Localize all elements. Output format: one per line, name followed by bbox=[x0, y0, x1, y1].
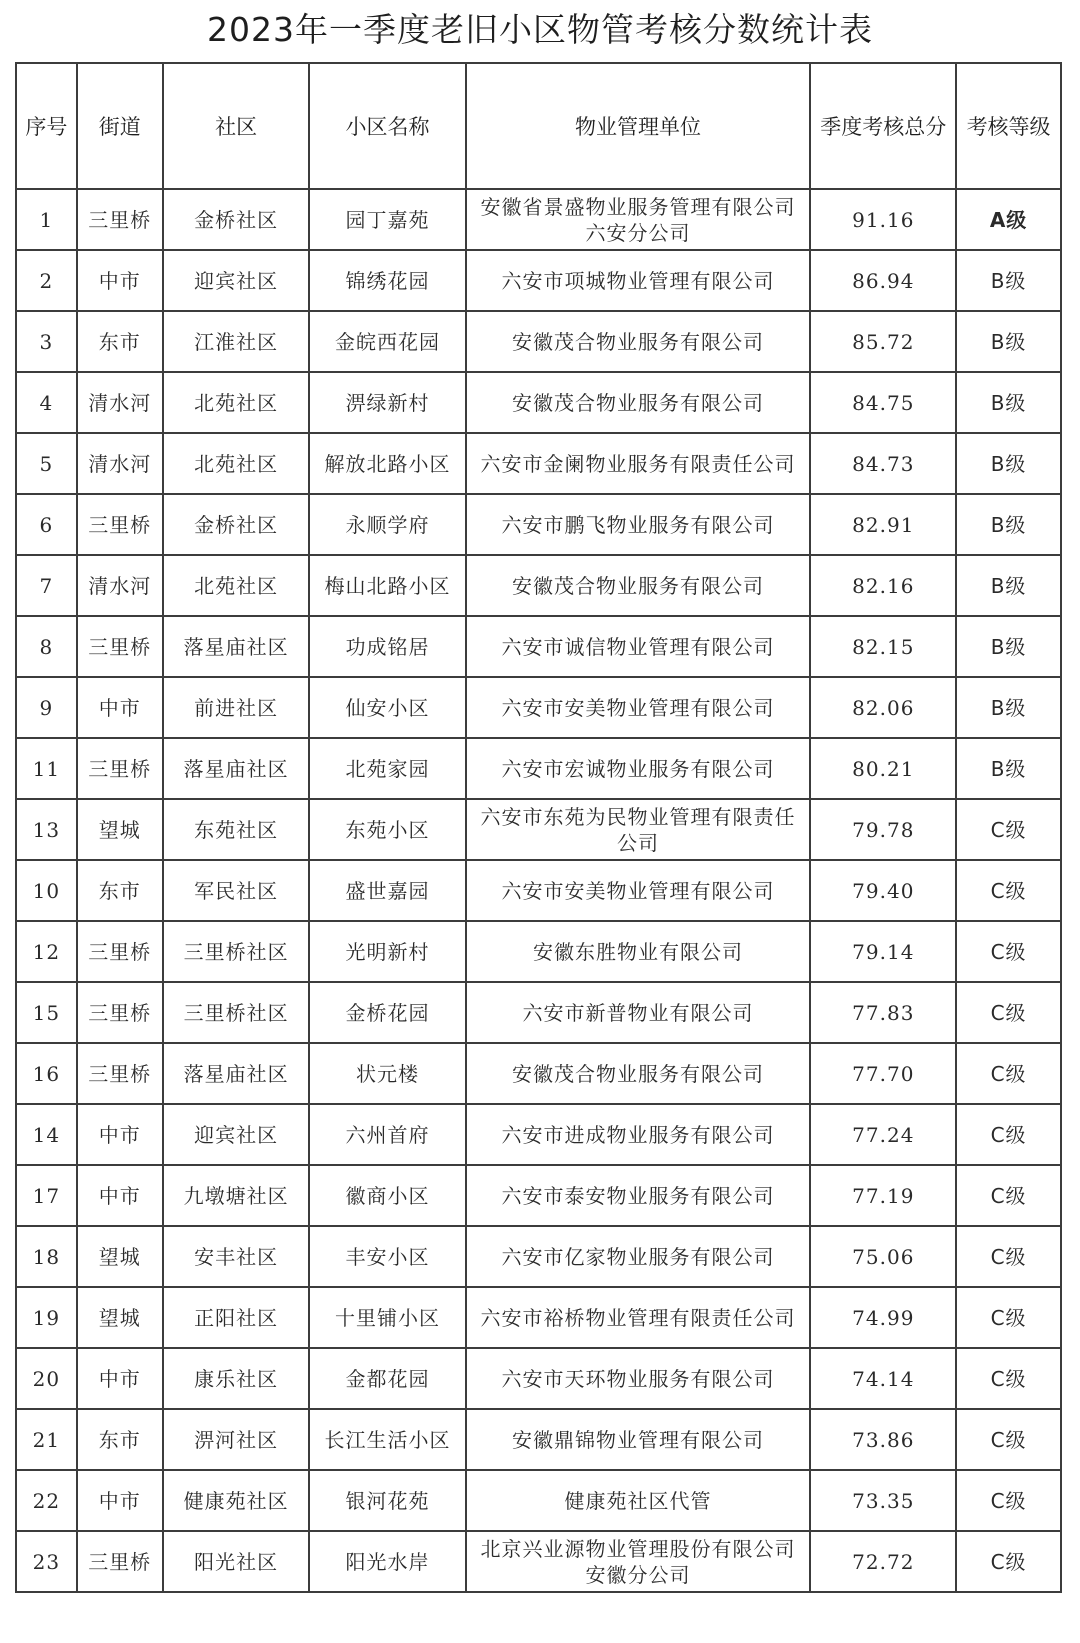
cell-grade: B级 bbox=[956, 738, 1061, 799]
cell-score: 84.73 bbox=[810, 433, 956, 494]
cell-estate: 阳光水岸 bbox=[309, 1531, 465, 1592]
cell-seq: 10 bbox=[16, 860, 77, 921]
cell-company: 六安市新普物业有限公司 bbox=[466, 982, 811, 1043]
cell-estate: 徽商小区 bbox=[309, 1165, 465, 1226]
cell-estate: 盛世嘉园 bbox=[309, 860, 465, 921]
cell-seq: 5 bbox=[16, 433, 77, 494]
cell-company: 六安市诚信物业管理有限公司 bbox=[466, 616, 811, 677]
cell-score: 79.40 bbox=[810, 860, 956, 921]
cell-estate: 东苑小区 bbox=[309, 799, 465, 860]
cell-estate: 功成铭居 bbox=[309, 616, 465, 677]
cell-company: 六安市项城物业管理有限公司 bbox=[466, 250, 811, 311]
table-row bbox=[16, 1470, 1061, 1531]
cell-seq: 3 bbox=[16, 311, 77, 372]
table-row bbox=[16, 1043, 1061, 1104]
cell-company: 六安市鹏飞物业服务有限公司 bbox=[466, 494, 811, 555]
cell-estate: 锦绣花园 bbox=[309, 250, 465, 311]
header-street: 街道 bbox=[77, 63, 163, 189]
cell-score: 74.14 bbox=[810, 1348, 956, 1409]
cell-estate: 金桥花园 bbox=[309, 982, 465, 1043]
cell-seq: 16 bbox=[16, 1043, 77, 1104]
cell-estate: 金皖西花园 bbox=[309, 311, 465, 372]
cell-seq: 1 bbox=[16, 189, 77, 250]
cell-street: 三里桥 bbox=[77, 616, 163, 677]
cell-street: 中市 bbox=[77, 250, 163, 311]
cell-grade: C级 bbox=[956, 1287, 1061, 1348]
cell-street: 东市 bbox=[77, 1409, 163, 1470]
cell-street: 三里桥 bbox=[77, 738, 163, 799]
cell-seq: 9 bbox=[16, 677, 77, 738]
cell-score: 91.16 bbox=[810, 189, 956, 250]
cell-estate: 梅山北路小区 bbox=[309, 555, 465, 616]
cell-score: 82.06 bbox=[810, 677, 956, 738]
table-row bbox=[16, 1409, 1061, 1470]
table-row bbox=[16, 1531, 1061, 1592]
cell-seq: 13 bbox=[16, 799, 77, 860]
cell-company: 安徽茂合物业服务有限公司 bbox=[466, 555, 811, 616]
cell-estate: 仙安小区 bbox=[309, 677, 465, 738]
cell-grade: C级 bbox=[956, 860, 1061, 921]
table-row bbox=[16, 982, 1061, 1043]
cell-score: 82.15 bbox=[810, 616, 956, 677]
table-row bbox=[16, 311, 1061, 372]
table-row bbox=[16, 677, 1061, 738]
cell-seq: 14 bbox=[16, 1104, 77, 1165]
cell-community: 江淮社区 bbox=[163, 311, 310, 372]
cell-estate: 丰安小区 bbox=[309, 1226, 465, 1287]
cell-community: 落星庙社区 bbox=[163, 738, 310, 799]
table-row bbox=[16, 494, 1061, 555]
cell-score: 79.78 bbox=[810, 799, 956, 860]
cell-score: 77.83 bbox=[810, 982, 956, 1043]
cell-estate: 六州首府 bbox=[309, 1104, 465, 1165]
cell-street: 望城 bbox=[77, 799, 163, 860]
cell-company: 六安市泰安物业服务有限公司 bbox=[466, 1165, 811, 1226]
cell-community: 迎宾社区 bbox=[163, 250, 310, 311]
cell-grade: C级 bbox=[956, 1226, 1061, 1287]
cell-estate: 银河花苑 bbox=[309, 1470, 465, 1531]
cell-score: 79.14 bbox=[810, 921, 956, 982]
table-row bbox=[16, 738, 1061, 799]
cell-community: 安丰社区 bbox=[163, 1226, 310, 1287]
cell-street: 三里桥 bbox=[77, 189, 163, 250]
cell-company: 六安市亿家物业服务有限公司 bbox=[466, 1226, 811, 1287]
cell-grade: B级 bbox=[956, 433, 1061, 494]
cell-grade: C级 bbox=[956, 921, 1061, 982]
cell-estate: 北苑家园 bbox=[309, 738, 465, 799]
cell-grade: C级 bbox=[956, 1104, 1061, 1165]
table-row bbox=[16, 555, 1061, 616]
table-row bbox=[16, 860, 1061, 921]
cell-seq: 2 bbox=[16, 250, 77, 311]
score-table bbox=[15, 62, 1062, 1593]
cell-seq: 20 bbox=[16, 1348, 77, 1409]
cell-street: 三里桥 bbox=[77, 1531, 163, 1592]
header-score: 季度考核总分 bbox=[810, 63, 956, 189]
cell-seq: 21 bbox=[16, 1409, 77, 1470]
cell-grade: B级 bbox=[956, 616, 1061, 677]
cell-estate: 解放北路小区 bbox=[309, 433, 465, 494]
cell-grade: C级 bbox=[956, 1165, 1061, 1226]
cell-community: 东苑社区 bbox=[163, 799, 310, 860]
cell-estate: 光明新村 bbox=[309, 921, 465, 982]
table-row bbox=[16, 1226, 1061, 1287]
cell-grade: C级 bbox=[956, 1470, 1061, 1531]
cell-company: 六安市宏诚物业服务有限公司 bbox=[466, 738, 811, 799]
cell-score: 82.16 bbox=[810, 555, 956, 616]
table-row bbox=[16, 189, 1061, 250]
cell-grade: A级 bbox=[956, 189, 1061, 250]
cell-estate: 金都花园 bbox=[309, 1348, 465, 1409]
table-row bbox=[16, 1348, 1061, 1409]
cell-company: 安徽茂合物业服务有限公司 bbox=[466, 1043, 811, 1104]
cell-score: 85.72 bbox=[810, 311, 956, 372]
cell-street: 中市 bbox=[77, 1348, 163, 1409]
cell-company: 安徽茂合物业服务有限公司 bbox=[466, 372, 811, 433]
cell-company: 北京兴业源物业管理股份有限公司安徽分公司 bbox=[466, 1531, 811, 1592]
cell-estate: 长江生活小区 bbox=[309, 1409, 465, 1470]
cell-grade: B级 bbox=[956, 250, 1061, 311]
cell-community: 前进社区 bbox=[163, 677, 310, 738]
cell-company: 六安市金阑物业服务有限责任公司 bbox=[466, 433, 811, 494]
cell-seq: 11 bbox=[16, 738, 77, 799]
cell-seq: 8 bbox=[16, 616, 77, 677]
cell-street: 望城 bbox=[77, 1287, 163, 1348]
cell-seq: 17 bbox=[16, 1165, 77, 1226]
cell-score: 77.70 bbox=[810, 1043, 956, 1104]
cell-street: 东市 bbox=[77, 311, 163, 372]
cell-street: 中市 bbox=[77, 1470, 163, 1531]
cell-community: 落星庙社区 bbox=[163, 1043, 310, 1104]
cell-seq: 15 bbox=[16, 982, 77, 1043]
cell-grade: C级 bbox=[956, 1348, 1061, 1409]
page-title: 2023年一季度老旧小区物管考核分数统计表 bbox=[207, 10, 873, 49]
cell-street: 中市 bbox=[77, 1104, 163, 1165]
cell-street: 清水河 bbox=[77, 433, 163, 494]
header-community: 社区 bbox=[163, 63, 310, 189]
cell-community: 军民社区 bbox=[163, 860, 310, 921]
header-company: 物业管理单位 bbox=[466, 63, 811, 189]
cell-street: 清水河 bbox=[77, 555, 163, 616]
cell-score: 77.19 bbox=[810, 1165, 956, 1226]
cell-community: 九墩塘社区 bbox=[163, 1165, 310, 1226]
cell-score: 77.24 bbox=[810, 1104, 956, 1165]
cell-estate: 状元楼 bbox=[309, 1043, 465, 1104]
cell-grade: B级 bbox=[956, 372, 1061, 433]
cell-company: 安徽东胜物业有限公司 bbox=[466, 921, 811, 982]
table-row bbox=[16, 799, 1061, 860]
cell-company: 安徽省景盛物业服务管理有限公司六安分公司 bbox=[466, 189, 811, 250]
cell-seq: 12 bbox=[16, 921, 77, 982]
cell-grade: C级 bbox=[956, 1409, 1061, 1470]
cell-score: 74.99 bbox=[810, 1287, 956, 1348]
cell-community: 淠河社区 bbox=[163, 1409, 310, 1470]
cell-community: 落星庙社区 bbox=[163, 616, 310, 677]
table-row bbox=[16, 921, 1061, 982]
cell-seq: 4 bbox=[16, 372, 77, 433]
header-seq: 序号 bbox=[16, 63, 77, 189]
cell-company: 六安市进成物业服务有限公司 bbox=[466, 1104, 811, 1165]
cell-company: 六安市安美物业管理有限公司 bbox=[466, 677, 811, 738]
table-row bbox=[16, 372, 1061, 433]
cell-score: 73.86 bbox=[810, 1409, 956, 1470]
table-row bbox=[16, 1165, 1061, 1226]
cell-street: 三里桥 bbox=[77, 921, 163, 982]
table-row bbox=[16, 250, 1061, 311]
cell-street: 中市 bbox=[77, 1165, 163, 1226]
cell-seq: 22 bbox=[16, 1470, 77, 1531]
cell-score: 73.35 bbox=[810, 1470, 956, 1531]
cell-company: 六安市天环物业服务有限公司 bbox=[466, 1348, 811, 1409]
cell-company: 健康苑社区代管 bbox=[466, 1470, 811, 1531]
cell-seq: 7 bbox=[16, 555, 77, 616]
cell-street: 望城 bbox=[77, 1226, 163, 1287]
cell-seq: 23 bbox=[16, 1531, 77, 1592]
cell-grade: B级 bbox=[956, 555, 1061, 616]
cell-street: 三里桥 bbox=[77, 1043, 163, 1104]
cell-grade: C级 bbox=[956, 1043, 1061, 1104]
cell-estate: 永顺学府 bbox=[309, 494, 465, 555]
table-row bbox=[16, 616, 1061, 677]
cell-community: 阳光社区 bbox=[163, 1531, 310, 1592]
cell-grade: B级 bbox=[956, 494, 1061, 555]
cell-seq: 18 bbox=[16, 1226, 77, 1287]
cell-company: 安徽茂合物业服务有限公司 bbox=[466, 311, 811, 372]
cell-community: 健康苑社区 bbox=[163, 1470, 310, 1531]
table-row bbox=[16, 433, 1061, 494]
cell-seq: 6 bbox=[16, 494, 77, 555]
cell-community: 康乐社区 bbox=[163, 1348, 310, 1409]
cell-grade: C级 bbox=[956, 982, 1061, 1043]
cell-score: 72.72 bbox=[810, 1531, 956, 1592]
cell-score: 82.91 bbox=[810, 494, 956, 555]
cell-grade: B级 bbox=[956, 677, 1061, 738]
cell-community: 北苑社区 bbox=[163, 372, 310, 433]
cell-seq: 19 bbox=[16, 1287, 77, 1348]
cell-company: 安徽鼎锦物业管理有限公司 bbox=[466, 1409, 811, 1470]
cell-estate: 淠绿新村 bbox=[309, 372, 465, 433]
cell-score: 75.06 bbox=[810, 1226, 956, 1287]
cell-estate: 园丁嘉苑 bbox=[309, 189, 465, 250]
cell-company: 六安市裕桥物业管理有限责任公司 bbox=[466, 1287, 811, 1348]
cell-community: 正阳社区 bbox=[163, 1287, 310, 1348]
cell-score: 80.21 bbox=[810, 738, 956, 799]
cell-community: 三里桥社区 bbox=[163, 921, 310, 982]
cell-estate: 十里铺小区 bbox=[309, 1287, 465, 1348]
cell-score: 86.94 bbox=[810, 250, 956, 311]
table-row bbox=[16, 1104, 1061, 1165]
cell-street: 三里桥 bbox=[77, 982, 163, 1043]
cell-street: 三里桥 bbox=[77, 494, 163, 555]
cell-community: 北苑社区 bbox=[163, 555, 310, 616]
cell-community: 三里桥社区 bbox=[163, 982, 310, 1043]
cell-company: 六安市安美物业管理有限公司 bbox=[466, 860, 811, 921]
cell-company: 六安市东苑为民物业管理有限责任公司 bbox=[466, 799, 811, 860]
cell-grade: C级 bbox=[956, 799, 1061, 860]
cell-street: 东市 bbox=[77, 860, 163, 921]
cell-score: 84.75 bbox=[810, 372, 956, 433]
cell-community: 北苑社区 bbox=[163, 433, 310, 494]
cell-street: 中市 bbox=[77, 677, 163, 738]
header-estate: 小区名称 bbox=[309, 63, 465, 189]
cell-community: 迎宾社区 bbox=[163, 1104, 310, 1165]
cell-street: 清水河 bbox=[77, 372, 163, 433]
cell-community: 金桥社区 bbox=[163, 494, 310, 555]
header-row bbox=[16, 63, 1061, 189]
table-row bbox=[16, 1287, 1061, 1348]
cell-grade: B级 bbox=[956, 311, 1061, 372]
header-grade: 考核等级 bbox=[956, 63, 1061, 189]
cell-grade: C级 bbox=[956, 1531, 1061, 1592]
cell-community: 金桥社区 bbox=[163, 189, 310, 250]
